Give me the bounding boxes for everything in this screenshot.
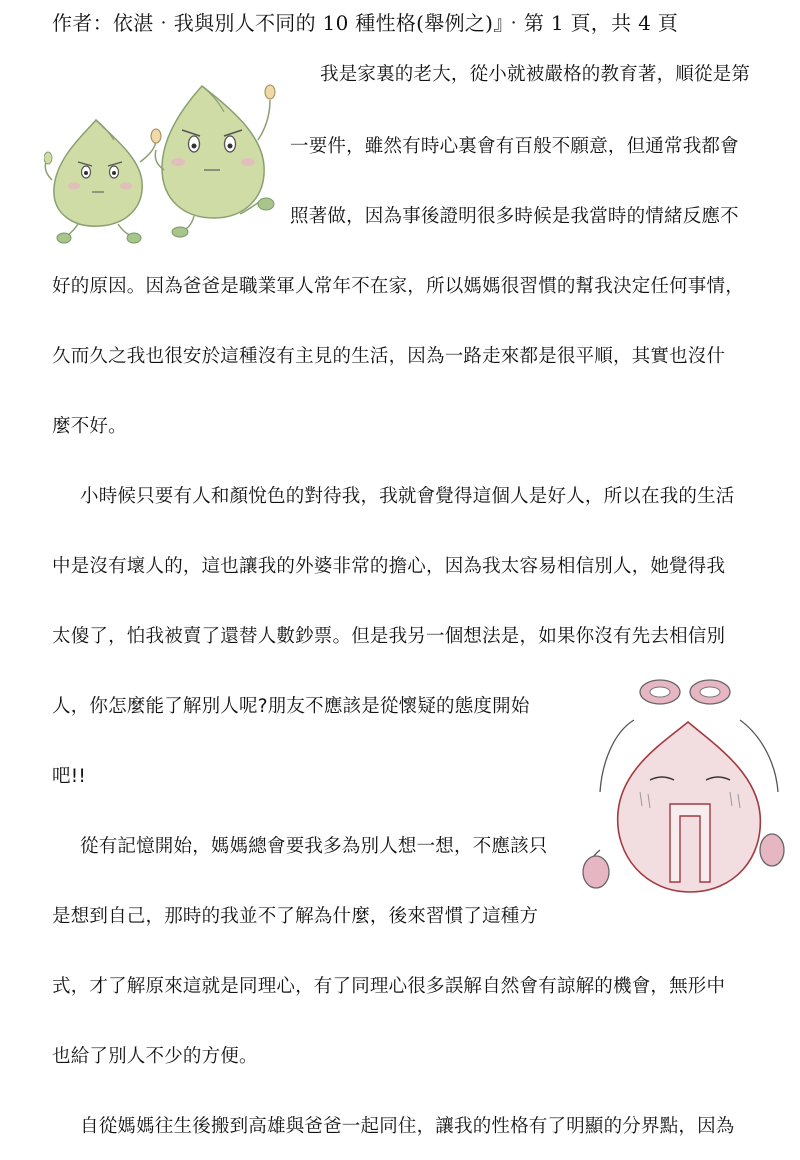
large-green-mascot: [155, 85, 275, 237]
body-line: 一要件，雖然有時心裏會有百般不願意，但通常我都會: [290, 136, 739, 157]
body-line: 我是家裏的老大，從小就被嚴格的教育著，順從是第: [320, 64, 751, 85]
body-line: 照著做，因為事後證明很多時候是我當時的情緒反應不: [290, 206, 739, 227]
small-green-mascot: [44, 120, 161, 243]
body-line: 是想到自己，那時的我並不了解為什麼，後來習慣了這種方: [52, 906, 539, 927]
body-line: 從有記憶開始，媽媽總會要我多為別人想一想，不應該只: [80, 836, 548, 857]
body-line: 式，才了解原來這就是同理心，有了同理心很多誤解自然會有諒解的機會，無形中: [52, 976, 726, 997]
body-line: 好的原因。因為爸爸是職業軍人常年不在家，所以媽媽很習慣的幫我決定任何事情，: [52, 276, 744, 297]
body-line: 也給了別人不少的方便。: [52, 1046, 258, 1067]
body-line: 小時候只要有人和顏悅色的對待我，我就會覺得這個人是好人，所以在我的生活: [80, 486, 735, 507]
body-line: 麼不好。: [52, 416, 127, 437]
body-line: 久而久之我也很安於這種沒有主見的生活，因為一路走來都是很平順，其實也沒什: [52, 346, 726, 367]
body-line: 人，你怎麼能了解別人呢?朋友不應該是從懷疑的態度開始: [52, 696, 530, 717]
body-line: 太傻了，怕我被賣了還替人數鈔票。但是我另一個想法是，如果你沒有先去相信別: [52, 626, 726, 647]
body-line: 中是沒有壞人的，這也讓我的外婆非常的擔心，因為我太容易相信別人，她覺得我: [52, 556, 726, 577]
pink-mascot-illustration: [580, 672, 788, 922]
body-line: 吧!!: [52, 766, 86, 787]
body-line: 自從媽媽往生後搬到高雄與爸爸一起同住，讓我的性格有了明顯的分界點，因為: [80, 1116, 735, 1137]
green-mascots-illustration: [44, 78, 284, 250]
page-header: 作者：依湛‧我與別人不同的 10 種性格(舉例之)』‧第 1 頁，共 4 頁: [52, 11, 679, 35]
